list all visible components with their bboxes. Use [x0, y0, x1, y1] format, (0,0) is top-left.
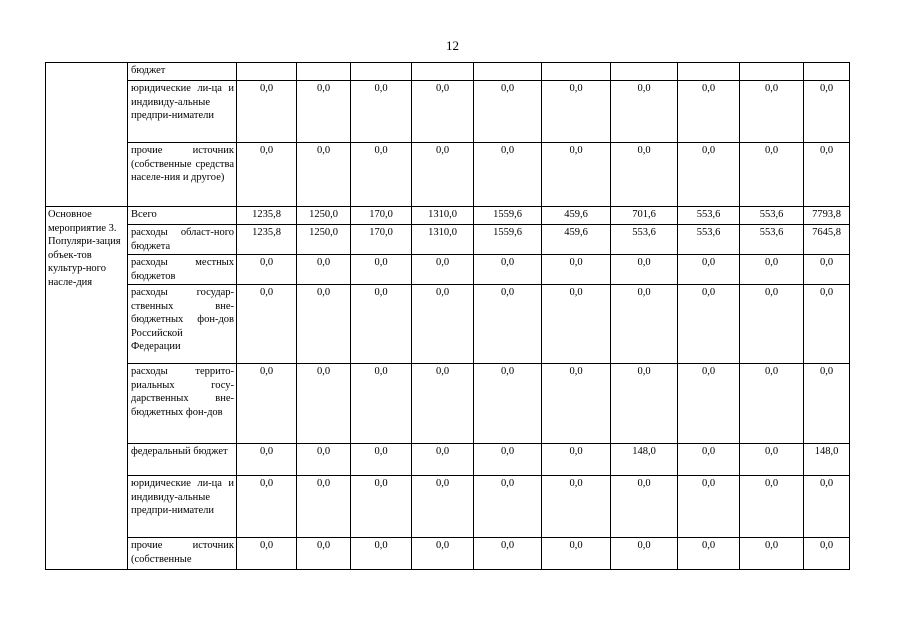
table-row	[46, 476, 850, 538]
value-cell	[740, 63, 804, 81]
value-cell: 0,0	[740, 81, 804, 143]
value-cell: 1250,0	[297, 207, 351, 225]
value-cell: 0,0	[474, 143, 542, 207]
value-cell: 0,0	[678, 285, 740, 364]
value-cell: 0,0	[412, 444, 474, 476]
value-cell: 1235,8	[237, 207, 297, 225]
value-cell: 0,0	[474, 81, 542, 143]
value-cell	[804, 63, 850, 81]
table-row	[46, 364, 850, 444]
value-cell: 0,0	[237, 364, 297, 444]
value-cell: 0,0	[678, 255, 740, 285]
value-cell: 0,0	[740, 444, 804, 476]
value-cell: 0,0	[237, 143, 297, 207]
value-cell: 0,0	[678, 444, 740, 476]
value-cell: 0,0	[474, 538, 542, 570]
value-cell: 0,0	[611, 81, 678, 143]
table-row	[46, 538, 850, 570]
value-cell: 0,0	[351, 364, 412, 444]
value-cell: 0,0	[237, 285, 297, 364]
value-cell: 0,0	[237, 81, 297, 143]
value-cell: 148,0	[804, 444, 850, 476]
value-cell: 0,0	[297, 81, 351, 143]
value-cell: 0,0	[542, 255, 611, 285]
value-cell: 148,0	[611, 444, 678, 476]
value-cell: 553,6	[678, 207, 740, 225]
funding-source-cell: расходы террито-риальных госу-дарственных вне-бюджетных фон-дов	[128, 364, 237, 444]
event-cell-previous	[46, 63, 128, 207]
funding-source-cell: бюджет	[128, 63, 237, 81]
value-cell: 0,0	[542, 285, 611, 364]
funding-source-cell: прочие источник (собственные	[128, 538, 237, 570]
value-cell: 0,0	[611, 143, 678, 207]
value-cell: 0,0	[351, 538, 412, 570]
value-cell: 0,0	[351, 143, 412, 207]
value-cell: 0,0	[804, 143, 850, 207]
value-cell: 0,0	[804, 364, 850, 444]
value-cell: 0,0	[740, 285, 804, 364]
value-cell: 553,6	[611, 225, 678, 255]
value-cell: 0,0	[678, 81, 740, 143]
value-cell: 701,6	[611, 207, 678, 225]
value-cell: 0,0	[351, 81, 412, 143]
value-cell: 0,0	[412, 255, 474, 285]
table-body	[46, 63, 850, 570]
value-cell: 0,0	[740, 143, 804, 207]
funding-source-cell: федеральный бюджет	[128, 444, 237, 476]
value-cell: 0,0	[740, 255, 804, 285]
value-cell: 7793,8	[804, 207, 850, 225]
value-cell: 1310,0	[412, 225, 474, 255]
table-row	[46, 285, 850, 364]
funding-source-cell: расходы государ-ственных вне-бюджетных фон-дов Российской Федерации	[128, 285, 237, 364]
value-cell: 553,6	[678, 225, 740, 255]
value-cell: 0,0	[740, 364, 804, 444]
table-row	[46, 143, 850, 207]
value-cell: 0,0	[542, 81, 611, 143]
value-cell: 0,0	[297, 143, 351, 207]
value-cell: 0,0	[297, 444, 351, 476]
value-cell: 0,0	[474, 476, 542, 538]
value-cell: 0,0	[237, 255, 297, 285]
value-cell: 1235,8	[237, 225, 297, 255]
value-cell: 0,0	[297, 538, 351, 570]
value-cell: 0,0	[542, 444, 611, 476]
value-cell: 459,6	[542, 207, 611, 225]
value-cell: 0,0	[297, 255, 351, 285]
value-cell: 0,0	[351, 255, 412, 285]
value-cell: 0,0	[542, 143, 611, 207]
value-cell: 0,0	[351, 444, 412, 476]
value-cell: 0,0	[412, 364, 474, 444]
value-cell: 0,0	[678, 476, 740, 538]
value-cell: 0,0	[678, 143, 740, 207]
value-cell: 1310,0	[412, 207, 474, 225]
value-cell: 0,0	[804, 285, 850, 364]
event-name-cell: Основное мероприятие 3. Популяри-зация объек-тов культур-ного насле-дия	[46, 207, 128, 570]
table-row	[46, 444, 850, 476]
value-cell: 0,0	[412, 476, 474, 538]
value-cell	[542, 63, 611, 81]
value-cell: 0,0	[474, 444, 542, 476]
value-cell: 0,0	[740, 538, 804, 570]
value-cell	[351, 63, 412, 81]
value-cell: 0,0	[297, 285, 351, 364]
table-row	[46, 81, 850, 143]
value-cell: 0,0	[351, 476, 412, 538]
value-cell: 0,0	[678, 364, 740, 444]
value-cell: 0,0	[351, 285, 412, 364]
funding-source-cell: Всего	[128, 207, 237, 225]
value-cell: 0,0	[804, 81, 850, 143]
value-cell	[611, 63, 678, 81]
value-cell: 459,6	[542, 225, 611, 255]
value-cell: 0,0	[412, 143, 474, 207]
funding-source-cell: расходы местных бюджетов	[128, 255, 237, 285]
value-cell: 0,0	[412, 81, 474, 143]
value-cell: 0,0	[804, 476, 850, 538]
value-cell: 0,0	[611, 476, 678, 538]
table-row	[46, 255, 850, 285]
funding-source-cell: юридические ли-ца и индивиду-альные предпри-ниматели	[128, 81, 237, 143]
funding-source-cell: расходы област-ного бюджета	[128, 225, 237, 255]
value-cell: 1250,0	[297, 225, 351, 255]
value-cell	[237, 63, 297, 81]
value-cell	[678, 63, 740, 81]
funding-source-cell: прочие источник (собственные средства населе-ния и другое)	[128, 143, 237, 207]
value-cell: 170,0	[351, 225, 412, 255]
page-number: 12	[446, 38, 459, 53]
value-cell: 0,0	[611, 538, 678, 570]
value-cell: 553,6	[740, 225, 804, 255]
value-cell: 0,0	[297, 364, 351, 444]
value-cell: 0,0	[804, 538, 850, 570]
value-cell: 0,0	[412, 538, 474, 570]
value-cell	[297, 63, 351, 81]
value-cell	[474, 63, 542, 81]
funding-source-cell: юридические ли-ца и индивиду-альные предпри-ниматели	[128, 476, 237, 538]
value-cell: 0,0	[237, 538, 297, 570]
value-cell: 0,0	[237, 444, 297, 476]
table-row	[46, 207, 850, 225]
value-cell: 0,0	[678, 538, 740, 570]
value-cell: 0,0	[542, 538, 611, 570]
value-cell: 1559,6	[474, 225, 542, 255]
value-cell: 0,0	[474, 285, 542, 364]
value-cell: 0,0	[542, 476, 611, 538]
value-cell: 7645,8	[804, 225, 850, 255]
value-cell: 0,0	[542, 364, 611, 444]
value-cell: 0,0	[611, 364, 678, 444]
value-cell	[412, 63, 474, 81]
value-cell: 0,0	[740, 476, 804, 538]
value-cell: 1559,6	[474, 207, 542, 225]
value-cell: 553,6	[740, 207, 804, 225]
budget-table	[45, 62, 850, 570]
value-cell: 0,0	[611, 285, 678, 364]
value-cell: 0,0	[297, 476, 351, 538]
value-cell: 0,0	[804, 255, 850, 285]
value-cell: 0,0	[412, 285, 474, 364]
value-cell: 0,0	[237, 476, 297, 538]
value-cell: 0,0	[474, 364, 542, 444]
value-cell: 170,0	[351, 207, 412, 225]
value-cell: 0,0	[611, 255, 678, 285]
table-row	[46, 225, 850, 255]
value-cell: 0,0	[474, 255, 542, 285]
